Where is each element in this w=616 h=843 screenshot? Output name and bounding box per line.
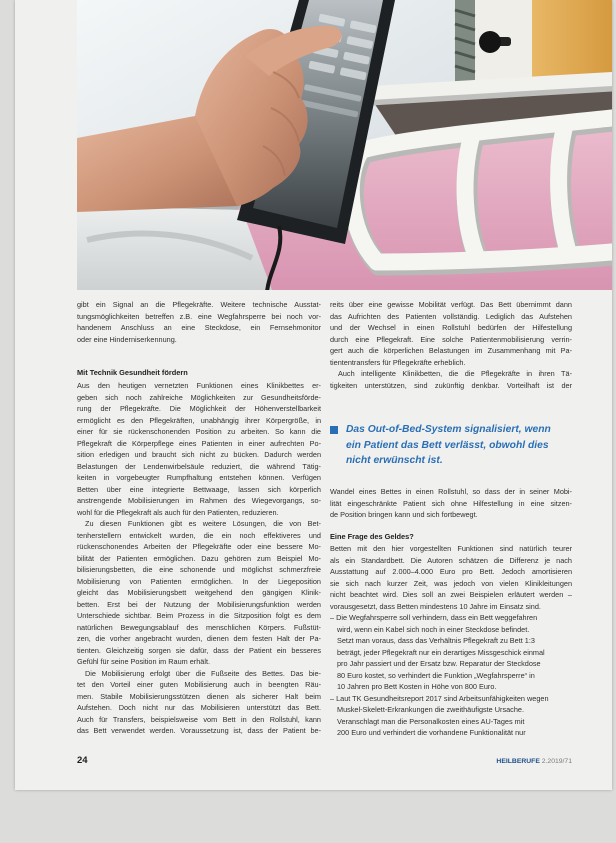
text-line [77,679,321,691]
text-line [330,566,572,578]
right-paragraph-1 [330,299,572,368]
text-line-content: tungsmöglichkeiten betreffen z.B. eine Wegfahrsperre bei noch vor- [77,311,321,321]
text-line-content: ermöglicht es den Pflegekräften, unabhängig ihrer Körpergröße, in [77,415,321,425]
text-line-content: gibt ein Signal an die Pflegekräfte. Weitere technische Ausstat- [77,300,321,309]
text-line [77,322,321,334]
text-line-content: Aus den heutigen vernetzten Funktionen eines Klinikbettes er- [77,381,321,390]
magazine-name: HEILBERUFE [496,758,540,765]
text-line-content: Auch für Transfers, beispielsweise vom Bett in den Rollstuhl, kann [77,714,321,724]
pull-quote [346,422,562,469]
text-line [330,624,572,636]
text-line [330,658,572,670]
text-line-content: sition erledigen und braucht sich nicht zu bücken. Dadurch werden [77,450,321,459]
text-line-content: rückenschonendes Arbeiten der Pflegekräfte oder eine bessere Mo- [77,542,321,551]
text-line-content: einer für sie rückenschonenden Position zu arbeiten. So kann die [77,427,321,436]
text-line [330,612,572,624]
text-line-content: anstrengende Mobilisierungen im Rahmen des Wiegevorgangs, so- [77,496,321,505]
text-line [77,553,321,565]
text-line [77,426,321,438]
text-line-content: gert auch die körperlichen Belastungen im Zusammenhang mit Pa- [330,346,572,355]
section-heading-technik: Mit Technik Gesundheit fördern [77,368,188,377]
text-line-content: ein Patient das Bett verlässt, obwohl dies [346,439,549,451]
text-line [346,453,562,469]
pullquote-bullet-icon [330,426,338,434]
text-line-content: de Position bringen kann und sich fortbewegt. [330,510,478,519]
magazine-issue: 2.2019/71 [541,758,572,765]
text-line [77,299,321,311]
text-line [77,507,321,519]
text-line [330,578,572,590]
text-line-content: men. Stabile Mobilisierungsstützen dienen als sicherer Halt beim [77,691,321,701]
text-line [77,495,321,507]
text-line [330,670,572,682]
text-line-content: Die Mobilisierung erfolgt über die Fußseite des Bettes. Das bie- [85,668,321,678]
coiled-cable [455,0,475,84]
text-line-content: – Laut TK Gesundheitsreport 2017 sind Arbeitsunfähigkeiten wegen [330,693,549,703]
text-line [77,311,321,323]
text-line-content: Setzt man voraus, dass das Verhältnis Pflegekraft zu Bett 1:3 [337,636,535,645]
text-line [77,576,321,588]
text-line-content: Ausstattung auf 2.000–4.000 Euro pro Bett. Jedoch amortisieren [330,567,572,576]
text-line [346,438,562,454]
text-line-content: wohl für die Pflegekraft als auch für den Patienten, reduzieren. [77,507,279,517]
text-line [77,392,321,404]
text-line [77,702,321,714]
text-line [77,645,321,657]
text-line-content: vorausgesetzt, dass Betten mindestens 10 Jahre im Einsatz sind. [330,601,541,611]
text-line [77,587,321,599]
text-line [330,509,572,521]
text-line [330,486,572,498]
text-line-content: gleicht das Mobilisierungsbett weitgehend den gängigen Klinik- [77,588,321,597]
text-line [330,299,572,311]
section-heading-geld: Eine Frage des Geldes? [330,532,414,541]
text-line [77,610,321,622]
article-photo [77,0,612,290]
text-line [77,691,321,703]
orange-wall [532,0,612,80]
text-line [77,714,321,726]
text-line [330,727,572,739]
text-line [77,380,321,392]
text-line [330,704,572,716]
text-line [77,668,321,680]
text-line-content: betten. Erst bei der Nutzung der Mobilisierungsfunktion werden [77,599,321,609]
text-line-content: – Die Wegfahrsperre soll verhindern, dass ein Bett weggefahren [330,613,538,622]
text-line [330,322,572,334]
bullet-item-wegfahrsperre [330,612,572,693]
text-line [330,555,572,567]
text-line [330,601,572,613]
text-line-content: sie sich nach kurzer Zeit, was jedoch von vielen Klinikleitungen [330,578,572,588]
left-body-text [77,380,321,737]
text-line [77,461,321,473]
text-line-content: Auch intelligente Klinikbetten, die die Pflegekräfte in ihren Tä- [338,369,572,378]
magazine-footer [488,758,572,765]
right-top-text [330,299,572,391]
text-line-content: oder eine Hinderniserkennung. [77,334,177,344]
text-line [330,380,572,392]
text-line-content: handenem Anschluss an eine Steckdose, ein Fernsehmonitor [77,323,321,332]
text-line-content: wird, wenn ein Kabel sich noch in einer Steckdose befindet. [337,624,530,634]
page-number: 24 [77,755,88,766]
text-line-content: durch eine Pflegekraft. Eine solche Patientenmobilisierung verrin- [330,334,572,344]
text-line-content: tenherstellern entwickelt wurden, die ein noch effektiveres und [77,530,321,540]
text-line-content: keiten in vorgebeugter Rumpfhaltung entstehen können. Verfügen [77,473,321,482]
text-line [77,415,321,427]
text-line-content: tigkeiten unterstützen, sind zukünftig denkbar. Vorteilhaft ist der [330,380,572,390]
text-line [77,334,321,346]
text-line [330,716,572,728]
hospital-bed-photo [77,0,612,290]
text-line-content: bilisierungsbetten, die eine schonende und möglichst schmerzfreie [77,565,321,574]
text-line [330,647,572,659]
text-line-content: Zu diesen Funktionen gibt es weitere Lösungen, die von Bet- [85,519,321,528]
text-line-content: als ein Standardbett. Die Autoren schätzen die Differenz je nach [330,555,572,565]
left-paragraph-3 [77,668,321,737]
text-line-content: beträgt, jeder Pflegekraft nur ein derartiges Missgeschick einmal [337,647,545,657]
text-line [330,498,572,510]
text-line-content: Betten mit den hier vorgestellten Funktionen sind natürlich teurer [330,544,572,553]
text-line [77,530,321,542]
text-line-content: Belastungen der Lendenwirbelsäule reduziert, die während Tätig- [77,461,321,471]
text-line [77,633,321,645]
text-line-content: zen, die vorher angebracht wurden, dienen dem festen Halt der Pa- [77,634,321,643]
text-line [77,656,321,668]
left-intro-paragraph [77,299,321,345]
text-line-content: rung der Pflegekräfte. Die Möglichkeit der Höhenverstellbarkeit [77,404,321,413]
text-line-content: Muskel-Skelett-Erkrankungen die zweithäufigste Ursache. [337,705,524,714]
text-line [77,725,321,737]
text-line [330,357,572,369]
text-line [77,484,321,496]
text-line [330,368,572,380]
left-paragraph-2 [77,518,321,668]
text-line [77,541,321,553]
text-line-content: Betten über eine integrierte Bettwaage, lassen sich körperlich [77,484,321,494]
text-line-content: Pflegekraft die Körperpflege eines Patienten in einer aufrechten Po- [77,438,321,448]
text-line [330,635,572,647]
right-paragraph-3 [330,486,572,521]
text-line-content: 10 Jahren pro Bett Kosten in Höhe von 800 Euro. [337,682,497,691]
text-line-content: reits über eine gewisse Mobilität verfügt. Das Bett übernimmt dann [330,300,572,309]
text-line [77,403,321,415]
text-line [330,693,572,705]
text-line-content: und der Wechsel in einen Rollstuhl bedürfen der Hilfestellung [330,323,572,332]
right-body-text [330,543,572,739]
text-line [330,543,572,555]
text-line-content: tienten. Gleichzeitig sorgen sie dafür, dass der Patient ein besseres [77,645,321,655]
right-paragraph-2 [330,368,572,391]
text-line-content: bilität der Patienten ermöglichen. Dazu gehören zum Beispiel Mo- [77,553,321,563]
text-line-content: das Bett verwendet werden. Voraussetzung ist, dass der Patient be- [77,726,321,735]
text-line-content: 200 Euro und verhindert die vorhandene Funktionalität nur [337,728,526,737]
right-paragraph-4 [330,543,572,612]
text-line [330,345,572,357]
text-line-content: Unterschiede sichtbar. Beim Prozess in die Sitzposition folgt es dem [77,611,321,620]
text-line [330,589,572,601]
text-line-content: Aufstehen. Doch nicht nur das Mobilisieren unterstützt das Bett. [77,703,321,712]
text-line [330,681,572,693]
text-line [77,564,321,576]
text-line-content: nicht erwünscht ist. [346,455,443,466]
text-line-content: Gefühl für seine Position im Raum erhält. [77,657,211,666]
text-line [77,472,321,484]
text-line-content: das Aufrichten des Patienten vollständig. Lediglich das Aufstehen [330,311,572,321]
text-line-content: lität eingeschränkte Patient sich ohne Hilfestellung in eine sitzen- [330,498,572,508]
text-line-content: tet den Vorteil einer guten Mobilisierung auch in beengten Räu- [77,680,321,689]
bullet-item-gesundheitsreport [330,693,572,739]
text-line [77,449,321,461]
text-line-content: 80 Euro kostet, so verhindert die Funktion „Wegfahrsperre“ in [337,670,535,680]
text-line [77,438,321,450]
text-line [77,518,321,530]
text-line [77,599,321,611]
text-line-content: nicht beachtet wird. Dies soll an zwei Beispielen erläutert werden – [330,590,572,599]
text-line-content: natürlichen Bewegungsablauf des menschlichen Körpers. Fußstüt- [77,622,321,632]
text-line [77,622,321,634]
text-line [330,311,572,323]
text-line-content: pro Jahr passiert und der Ersatz bzw. Reparatur der Steckdose [337,659,541,668]
left-paragraph-1 [77,380,321,518]
text-line [330,334,572,346]
text-line-content: Mobilisierung von Patienten ermöglichen. In der Liegeposition [77,576,321,586]
text-line-content: tiententransfers für Pflegekräfte erheblich. [330,357,466,367]
text-line [346,422,562,438]
text-line-content: Das Out-of-Bed-System signalisiert, wenn [346,424,551,435]
text-line-content: Wandel eines Bettes in einen Rollstuhl, so dass der in seiner Mobi- [330,487,572,496]
text-line-content: Veranschlagt man die Personalkosten eines AU-Tages mit [337,716,525,726]
text-line-content: geben sich noch zahlreiche Möglichkeiten zur Gesundheitsförde- [77,392,321,402]
